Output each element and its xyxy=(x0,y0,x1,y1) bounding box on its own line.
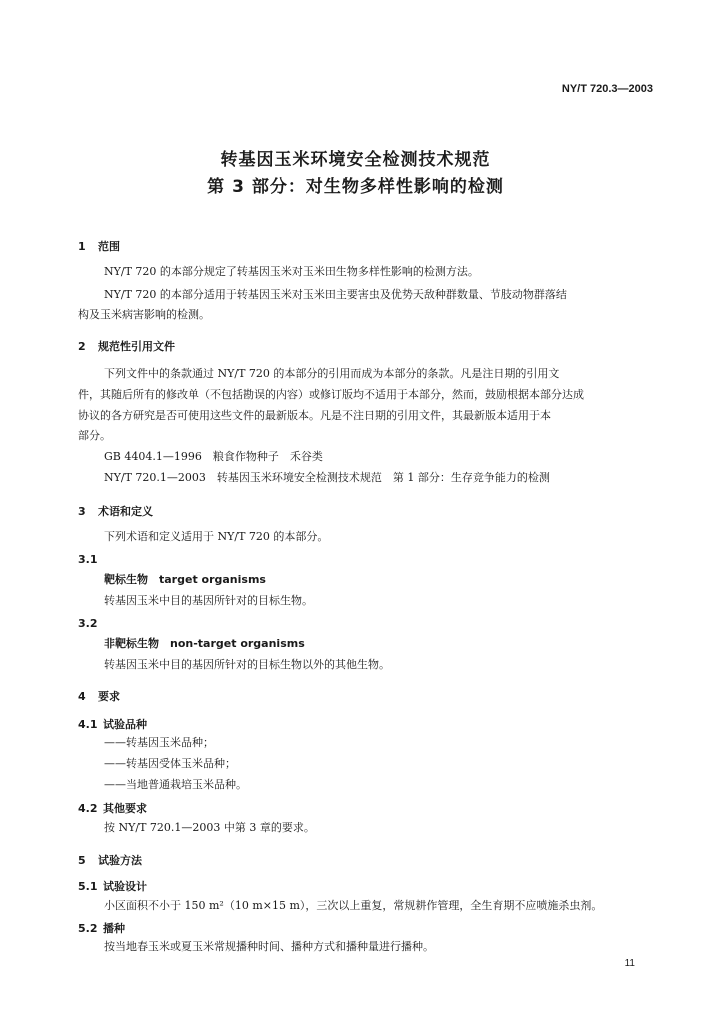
title-line-2: 第 3 部分：对生物多样性影响的检测 xyxy=(207,177,504,197)
section-2-para-1a: 下列文件中的条款通过 NY/T 720 的本部分的引用而成为本部分的条款。凡是注日期的引用文 xyxy=(104,367,560,380)
definition-3-2-text: 转基因玉米中目的基因所针对的目标生物以外的其他生物。 xyxy=(104,658,390,671)
subsection-number: 5.2 xyxy=(78,922,98,935)
reference-1: GB 4404.1—1996 粮食作物种子 禾谷类 xyxy=(104,450,323,463)
section-5-heading xyxy=(78,852,142,868)
section-3-heading xyxy=(78,503,153,519)
subsection-title: 其他要求 xyxy=(103,802,147,815)
section-5-1-heading xyxy=(78,878,147,894)
reference-2: NY/T 720.1—2003 转基因玉米环境安全检测技术规范 第 1 部分：生存竞争能力的检测 xyxy=(104,471,550,484)
section-2-para-1d: 部分。 xyxy=(78,429,111,442)
section-title: 范围 xyxy=(98,240,120,253)
section-title: 术语和定义 xyxy=(98,505,153,518)
list-item: ——当地普通栽培玉米品种。 xyxy=(104,778,247,791)
section-number: 3 xyxy=(78,505,86,518)
section-1-para-2b: 构及玉米病害影响的检测。 xyxy=(78,308,210,321)
section-4-heading xyxy=(78,688,120,704)
definition-3-2-number: 3.2 xyxy=(78,617,98,630)
subsection-number: 5.1 xyxy=(78,880,98,893)
definition-3-1-term: 靶标生物 target organisms xyxy=(104,573,266,586)
section-number: 2 xyxy=(78,340,86,353)
section-2-para-1b: 件，其随后所有的修改单（不包括勘误的内容）或修订版均不适用于本部分，然而，鼓励根据本部分达成 xyxy=(78,388,584,401)
section-1-para-1: NY/T 720 的本部分规定了转基因玉米对玉米田生物多样性影响的检测方法。 xyxy=(104,265,479,278)
section-title: 规范性引用文件 xyxy=(98,340,175,353)
section-1-heading xyxy=(78,238,120,254)
definition-3-1-text: 转基因玉米中目的基因所针对的目标生物。 xyxy=(104,594,313,607)
section-2-para-1c: 协议的各方研究是否可使用这些文件的最新版本。凡是不注日期的引用文件，其最新版本适用于本 xyxy=(78,409,551,422)
section-number: 1 xyxy=(78,240,86,253)
definition-3-2-term: 非靶标生物 non-target organisms xyxy=(104,637,305,650)
section-number: 4 xyxy=(78,690,86,703)
section-1-para-2a: NY/T 720 的本部分适用于转基因玉米对玉米田主要害虫及优势天敌种群数量、节肢动物群落结 xyxy=(104,288,567,301)
section-3-intro: 下列术语和定义适用于 NY/T 720 的本部分。 xyxy=(104,530,329,543)
section-5-2-heading xyxy=(78,920,125,936)
subsection-title: 试验品种 xyxy=(103,718,147,731)
list-item: ——转基因受体玉米品种； xyxy=(104,757,236,770)
definition-3-1-number: 3.1 xyxy=(78,553,98,566)
subsection-title: 播种 xyxy=(103,922,125,935)
section-title: 试验方法 xyxy=(98,854,142,867)
section-2-heading xyxy=(78,338,175,354)
title-line-1: 转基因玉米环境安全检测技术规范 xyxy=(220,150,491,170)
section-4-2-heading xyxy=(78,800,147,816)
section-4-2-text: 按 NY/T 720.1—2003 中第 3 章的要求。 xyxy=(104,821,315,834)
section-4-1-heading xyxy=(78,716,147,732)
page-number: 11 xyxy=(624,958,635,969)
subsection-number: 4.1 xyxy=(78,718,98,731)
list-item: ——转基因玉米品种； xyxy=(104,736,214,749)
section-title: 要求 xyxy=(98,690,120,703)
standard-code: NY/T 720.3—2003 xyxy=(561,83,653,95)
section-number: 5 xyxy=(78,854,86,867)
section-5-2-text: 按当地春玉米或夏玉米常规播种时间、播种方式和播种量进行播种。 xyxy=(104,940,434,953)
section-5-1-text: 小区面积不小于 150 m²（10 m×15 m），三次以上重复，常规耕作管理，全生育期不应喷施杀虫剂。 xyxy=(104,899,603,912)
subsection-number: 4.2 xyxy=(78,802,98,815)
subsection-title: 试验设计 xyxy=(103,880,147,893)
